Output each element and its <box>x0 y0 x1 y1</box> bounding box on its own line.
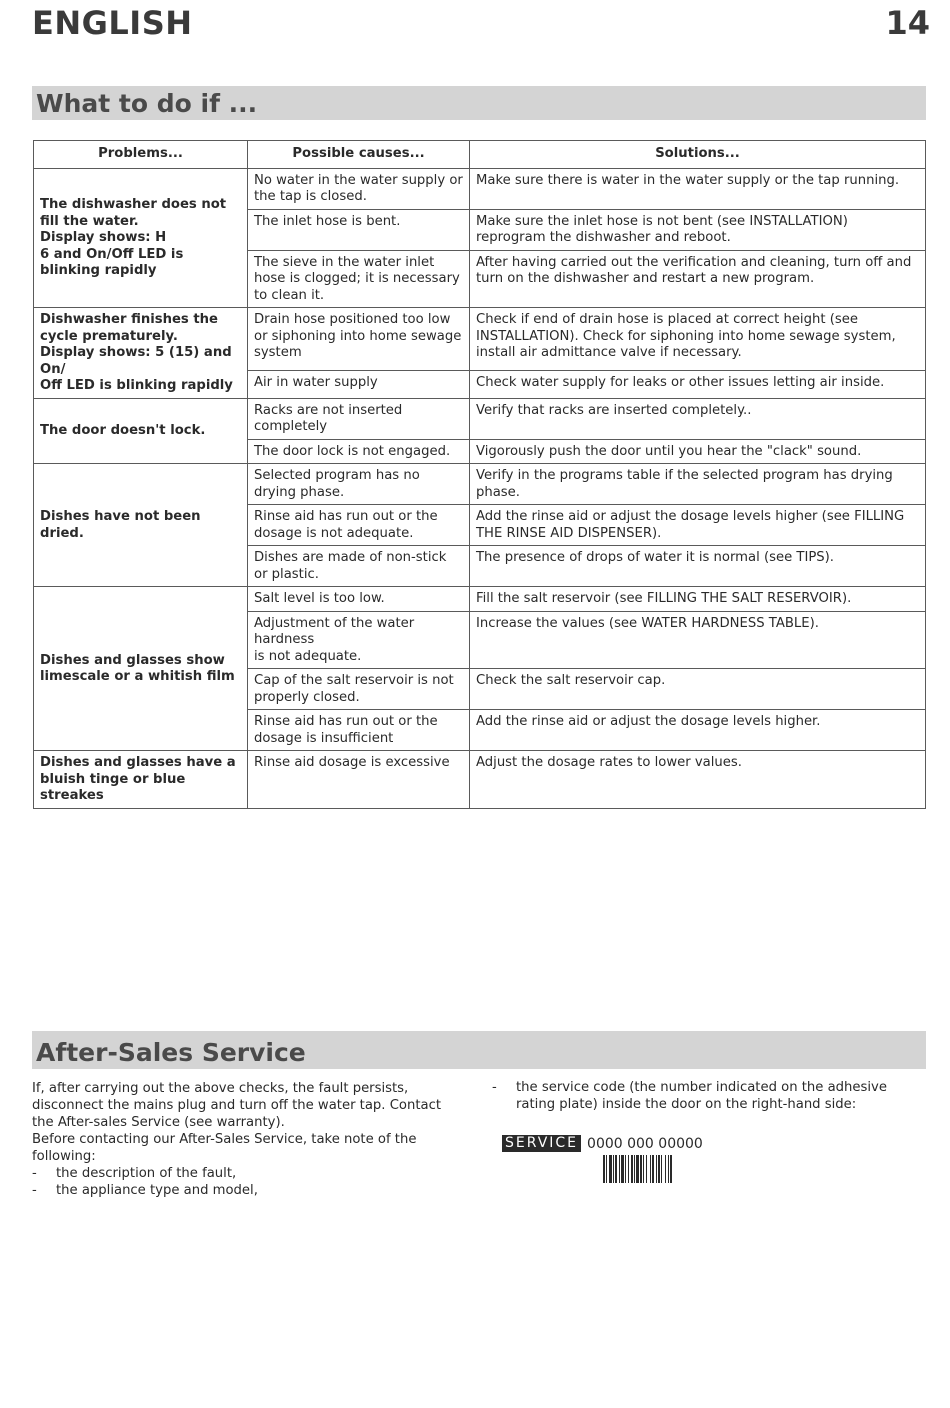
solution-cell: Check the salt reservoir cap. <box>470 669 926 710</box>
language-heading: ENGLISH <box>32 4 193 42</box>
bullet-text: the service code (the number indicated on the adhesive rating plate) inside the door on the right-hand side: <box>516 1080 887 1112</box>
page-number: 14 <box>885 4 930 42</box>
cause-cell: Drain hose positioned too low or siphoning into home sewage system <box>248 308 470 371</box>
service-label: SERVICE <box>502 1135 581 1152</box>
barcode-bar <box>625 1155 626 1183</box>
after-sales-right <box>492 1079 912 1113</box>
barcode-bar <box>621 1155 624 1183</box>
solution-cell: Increase the values (see WATER HARDNESS TABLE). <box>470 611 926 669</box>
barcode-bar <box>609 1155 612 1183</box>
solution-cell: Make sure the inlet hose is not bent (see INSTALLATION) reprogram the dishwasher and reboot. <box>470 209 926 250</box>
solution-cell: Verify in the programs table if the selected program has drying phase. <box>470 464 926 505</box>
list-item: - the appliance type and model, <box>32 1183 258 1198</box>
barcode-bar <box>646 1155 647 1183</box>
problem-cell: Dishes and glasses show limescale or a whitish film <box>34 587 248 751</box>
table-row <box>34 587 926 612</box>
troubleshooting-table <box>33 140 926 809</box>
solution-cell: Add the rinse aid or adjust the dosage levels higher (see FILLING THE RINSE AID DISPENSER). <box>470 505 926 546</box>
section-title-after-sales: After-Sales Service <box>32 1031 926 1069</box>
solution-cell: Fill the salt reservoir (see FILLING THE SALT RESERVOIR). <box>470 587 926 612</box>
after-sales-text <box>32 1080 462 1199</box>
problem-cell: The dishwasher does not fill the water. Display shows: H 6 and On/Off LED is blinking rapidly <box>34 168 248 308</box>
header-solutions: Solutions... <box>470 141 926 169</box>
cause-cell: Dishes are made of non-stick or plastic. <box>248 546 470 587</box>
barcode-bar <box>665 1155 666 1183</box>
problem-cell: The door doesn't lock. <box>34 398 248 464</box>
barcode-bar <box>670 1155 672 1183</box>
cause-cell: Air in water supply <box>248 371 470 398</box>
solution-cell: Add the rinse aid or adjust the dosage levels higher. <box>470 710 926 751</box>
barcode-bar <box>661 1155 662 1183</box>
service-code: 0000 000 00000 <box>587 1135 703 1152</box>
barcode-image <box>603 1155 717 1183</box>
barcode-bar <box>603 1155 605 1183</box>
solution-cell: After having carried out the verification and cleaning, turn off and turn on the dishwasher and restart a new program. <box>470 250 926 308</box>
cause-cell: Adjustment of the water hardness is not adequate. <box>248 611 470 669</box>
barcode-bar <box>658 1155 660 1183</box>
problem-cell: Dishes and glasses have a bluish tinge or blue streakes <box>34 751 248 809</box>
bullet-text: the appliance type and model, <box>56 1183 258 1198</box>
cause-cell: No water in the water supply or the tap is closed. <box>248 168 470 209</box>
problem-cell: Dishes have not been dried. <box>34 464 248 587</box>
barcode-bar <box>656 1155 657 1183</box>
solution-cell: Vigorously push the door until you hear the "clack" sound. <box>470 439 926 464</box>
after-sales-paragraph-2: Before contacting our After-Sales Service, take note of the following: <box>32 1132 417 1164</box>
after-sales-paragraph-1: If, after carrying out the above checks, the fault persists, disconnect the mains plug and turn off the water tap. Contact the After-sales Service (see warranty). <box>32 1081 441 1130</box>
problem-cell: Dishwasher finishes the cycle prematurely. Display shows: 5 (15) and On/ Off LED is blinking rapidly <box>34 308 248 399</box>
solution-cell: Adjust the dosage rates to lower values. <box>470 751 926 809</box>
cause-cell: Rinse aid has run out or the dosage is insufficient <box>248 710 470 751</box>
barcode-bar <box>615 1155 617 1183</box>
cause-cell: Cap of the salt reservoir is not properly closed. <box>248 669 470 710</box>
solution-cell: Check if end of drain hose is placed at correct height (see INSTALLATION). Check for siphoning into home sewage system, install air admittance valve if necessary. <box>470 308 926 371</box>
barcode-bar <box>619 1155 620 1183</box>
cause-cell: The inlet hose is bent. <box>248 209 470 250</box>
barcode-bar <box>606 1155 607 1183</box>
cause-cell: The sieve in the water inlet hose is clogged; it is necessary to clean it. <box>248 250 470 308</box>
barcode-bar <box>643 1155 644 1183</box>
service-code-block <box>502 1135 703 1152</box>
barcode-bar <box>636 1155 639 1183</box>
table-header-row <box>34 141 926 169</box>
header-problems: Problems... <box>34 141 248 169</box>
barcode-bar <box>640 1155 642 1183</box>
solution-cell: Verify that racks are inserted completely.. <box>470 398 926 439</box>
section-title-what-to-do: What to do if ... <box>32 86 926 120</box>
bullet-text: the description of the fault, <box>56 1166 237 1181</box>
cause-cell: Racks are not inserted completely <box>248 398 470 439</box>
barcode-bar <box>634 1155 635 1183</box>
barcode-bar <box>613 1155 614 1183</box>
cause-cell: Rinse aid has run out or the dosage is not adequate. <box>248 505 470 546</box>
list-item: - the description of the fault, <box>32 1166 237 1181</box>
cause-cell: The door lock is not engaged. <box>248 439 470 464</box>
cause-cell: Selected program has no drying phase. <box>248 464 470 505</box>
barcode-bar <box>631 1155 633 1183</box>
cause-cell: Rinse aid dosage is excessive <box>248 751 470 809</box>
table-row <box>34 308 926 371</box>
list-item: - the service code (the number indicated on the adhesive rating plate) inside the door on the right-hand side: <box>492 1079 912 1113</box>
cause-cell: Salt level is too low. <box>248 587 470 612</box>
header-causes: Possible causes... <box>248 141 470 169</box>
barcode-bar <box>650 1155 651 1183</box>
solution-cell: Check water supply for leaks or other issues letting air inside. <box>470 371 926 398</box>
table-row <box>34 168 926 209</box>
table-row <box>34 464 926 505</box>
solution-cell: The presence of drops of water it is normal (see TIPS). <box>470 546 926 587</box>
barcode-bar <box>628 1155 629 1183</box>
table-row <box>34 398 926 439</box>
barcode-bar <box>668 1155 669 1183</box>
solution-cell: Make sure there is water in the water supply or the tap running. <box>470 168 926 209</box>
table-row <box>34 751 926 809</box>
barcode-bar <box>652 1155 654 1183</box>
